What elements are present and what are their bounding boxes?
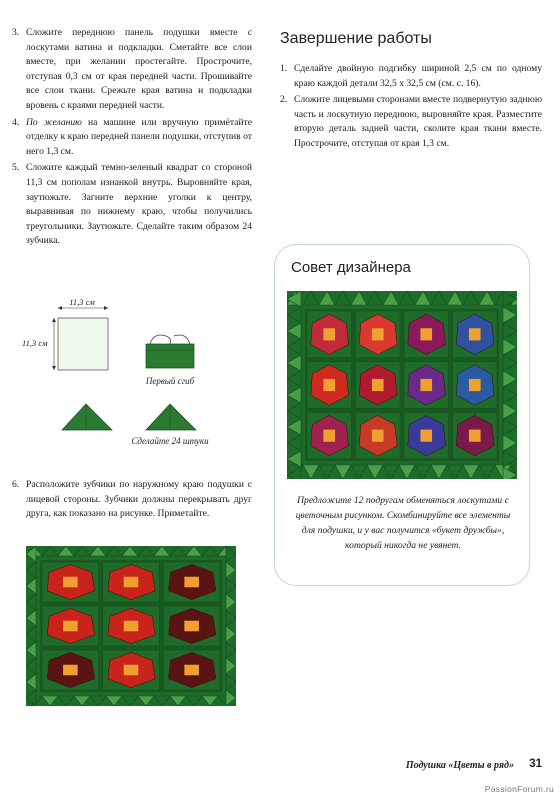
caption-first-fold: Первый сгиб: [145, 376, 195, 386]
section-title-finishing: Завершение работы: [280, 30, 432, 47]
pillow-illustration-left: [26, 546, 236, 706]
flower-center: [469, 328, 481, 340]
pillow-photo: [287, 291, 517, 479]
watermark: PassionForum.ru: [484, 784, 554, 794]
flower-center: [323, 328, 335, 340]
flower-center: [469, 379, 481, 391]
step-3-number: 3.: [12, 27, 20, 38]
flower-center: [124, 577, 139, 588]
step-6-number: 6.: [12, 479, 20, 490]
flower-center: [323, 430, 335, 442]
finish-step-1-number: 1.: [280, 63, 288, 74]
right-column: [280, 30, 542, 154]
first-fold-shape: [146, 344, 194, 368]
footer-title: Подушка «Цветы в ряд»: [405, 760, 514, 771]
step-4-number: 4.: [12, 116, 20, 128]
finish-step-2: [280, 93, 542, 151]
flower-center: [323, 379, 335, 391]
designer-tip-box: [274, 244, 530, 586]
dim-label-left: 11,3 см: [22, 338, 48, 348]
dim-arrow-down: [52, 366, 56, 370]
tip-text: Предложите 12 подругам обменяться лоскутами с цветочным рисунком. Скомбинируйте все элементы для подушки, и у вас получится «букет дружбы», который никогда не увянет.: [295, 495, 511, 551]
flower-center: [372, 379, 384, 391]
step-4-italic: По желанию: [26, 116, 82, 128]
flower-center: [469, 430, 481, 442]
step-3-text: Сложите переднюю панель подушки вместе с лоскутами ватина и подкладки. Сметайте все слои вместе, при желании простегайте. Прострочите, отступая 0,3 см от края передней части. Прошивайте все слои ткани. Срежьте края ватина и подкладки вровень с краями передней части.: [26, 27, 252, 111]
step-6-text: Расположите зубчики по наружному краю подушки с лицевой стороны. Зубчики должны перекрывать друг друга, как показано на рисунке. Приметайте.: [26, 479, 252, 520]
finish-step-2-text: Сложите лицевыми сторонами вместе подвернутую заднюю часть и лоскутную переднюю, выровняйте края. Разместите вторую деталь задней части, сколите края ткани вместе. Прострочите, отступая от края 1,3 см.: [294, 94, 542, 149]
flower-center: [420, 379, 432, 391]
fold-arrow-right: [174, 335, 190, 344]
fabric-square: [58, 318, 108, 370]
step-5-number: 5.: [12, 162, 20, 174]
flower-center: [184, 665, 199, 676]
dim-arrow-left: [58, 306, 62, 310]
flower-center: [63, 621, 78, 632]
flower-center: [372, 328, 384, 340]
folding-diagram: [0, 0, 260, 470]
flower-center: [184, 621, 199, 632]
flower-center: [63, 665, 78, 676]
triangle-right: [146, 404, 196, 430]
flower-center: [420, 328, 432, 340]
page-number: 31: [529, 758, 542, 770]
flower-center: [372, 430, 384, 442]
step-4-text: на машине или вручную примётайте отделку к краю передней панели подушки, отступив от него 1,3 см.: [26, 116, 252, 157]
dim-arrow-right: [104, 306, 108, 310]
finish-step-1-text: Сделайте двойную подгибку шириной 2,5 см по одному краю каждой детали 32,5 х 32,5 см (см. с. 16).: [294, 63, 542, 89]
tip-title: Совет дизайнера: [291, 259, 411, 276]
fold-arrow-left: [150, 335, 171, 344]
step-6: [12, 478, 252, 522]
step-5-text: Сложите каждый темно-зеленый квадрат со стороной 11,3 см пополам изнанкой внутрь. Выровняйте края, заутюжьте. Загните верхние уголки к центру, выравнивая по нижнему краю, чтобы получились треугольники. Заутюжьте. Сделайте таким образом 24 зубчика.: [26, 162, 252, 247]
dim-label-top: 11,3 см: [69, 297, 95, 307]
finish-step-1: [280, 62, 542, 91]
dim-arrow-up: [52, 318, 56, 322]
caption-make-24: Сделайте 24 штуки: [131, 436, 209, 446]
triangle-left: [62, 404, 112, 430]
flower-center: [124, 665, 139, 676]
flower-center: [124, 621, 139, 632]
flower-center: [184, 577, 199, 588]
flower-center: [420, 430, 432, 442]
finish-step-2-number: 2.: [280, 94, 288, 106]
flower-center: [63, 577, 78, 588]
